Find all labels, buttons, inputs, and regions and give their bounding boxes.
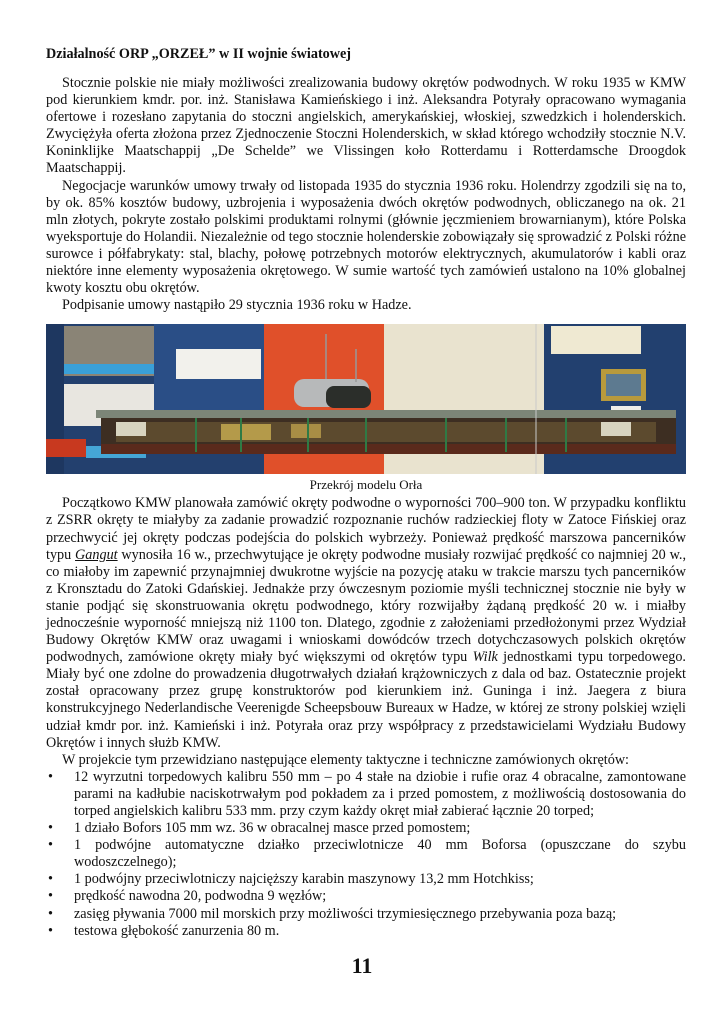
page-number: 11 bbox=[351, 953, 373, 978]
bullet-icon: • bbox=[48, 905, 53, 922]
figure-caption: Przekrój modelu Orła bbox=[309, 477, 423, 493]
bullet-icon: • bbox=[48, 922, 53, 939]
list-item bbox=[46, 871, 686, 888]
list-item-text: prędkość nawodna 20, podwodna 9 węzłów; bbox=[74, 888, 327, 905]
list-item-text: 1 działo Bofors 105 mm wz. 36 w obracalnej masce przed pomostem; bbox=[74, 820, 471, 837]
list-item-text: 1 podwójny przeciwlotniczy najcięższy karabin maszynowy 13,2 mm Hotchkiss; bbox=[74, 871, 534, 888]
bullet-icon: • bbox=[48, 837, 53, 854]
photo-illustration bbox=[46, 324, 686, 474]
list-item bbox=[46, 906, 686, 923]
bullet-icon: • bbox=[48, 820, 53, 837]
page-body bbox=[46, 46, 686, 940]
list-item-text: 12 wyrzutni torpedowych kalibru 550 mm – po 4 stałe na dziobie i rufie oraz 4 obracalne, zamontowane parami na kadłubie naciskotrwałym pod pokładem za i przed pomostem, z możliwością dostosowania do torped angielskich kalibru 533 mm. przy czym każdy okręt miał zabierać łącznie 20 torped; bbox=[74, 768, 686, 819]
submarine-model-photo bbox=[46, 324, 686, 474]
paragraph: Negocjacje warunków umowy trwały od listopada 1935 do stycznia 1936 roku. Holendrzy zgodzili się na to, by ok. 85% kosztów budowy, uzbrojenia i wyposażenia dwóch okrętów podwodnych, obliczanego na ok. 21 mln złotych, pokryte zostało polskimi produktami rolnymi (głównie jęczmieniem browarnianym), które Polska wyeksportuje do Holandii. Niezależnie od tego stocznie holenderskie zobowiązały się sprowadzić z Polski różne surowce i półfabrykaty: stal, blachy, połowę potrzebnych motorów elektrycznych, akumulatorów i kabli oraz niektóre inne elementy wyposażenia okrętowego. W sumie wartość tych zamówień ustalono na 10% globalnej kwoty kosztu obu okrętów. bbox=[46, 177, 686, 297]
list-item bbox=[46, 923, 686, 940]
ship-name-gangut: Gangut bbox=[75, 546, 118, 563]
list-item bbox=[46, 837, 686, 871]
text-run: wynosiła 16 w., przechwytujące je okręty podwodne musiały rozwijać prędkość co najmniej 20 w., co miałoby im zapewnić przynajmniej dwukrotne wyjście na pozycję ataku w trakcie marszu tych pancerników z Kronsztadu do Zatoki Gdańskiej. Jednakże przy ówczesnym poziomie myśli technicznej stocznie nie były w stanie podjąć się skonstruowania okrętu podwodnego, który rozwijałby żądaną prędkość 20 w. i miałby jednocześnie wyporność mniejszą niż 1100 ton. Dlatego, zgodnie z założeniami przedłożonymi przez Wydział Budowy Okrętów KMW oraz uwagami i wnioskami dowódców trzech dotychczasowych polskich okrętów podwodnych, zamówione okręty miały być większymi od okrętów typu bbox=[46, 546, 686, 666]
bullet-icon: • bbox=[48, 768, 53, 785]
list-item-text: 1 podwójne automatyczne działko przeciwlotnicze 40 mm Boforsa (opuszczane do szybu wodoszczelnego); bbox=[74, 837, 686, 871]
list-item-text: zasięg pływania 7000 mil morskich przy możliwości trzymiesięcznego przebywania poza bazą; bbox=[74, 905, 617, 922]
text-run: jednostkami typu torpedowego. Miały być one zdolne do prowadzenia długotrwałych działań krążowniczych z dala od baz. Ostatecznie projekt został opracowany przez grupę konstruktorów pod kierunkiem inż. Guninga i inż. Jaegera z biura konstrukcyjnego Nederlandische Veerenigde Scheepsbouw Bureaux w Hadze, w której ze strony polskiej wzięli udział kmdr por. inż. Kamieński i inż. Potyrała oraz przy współpracy z przedstawicielami Wydziału Budowy Okrętów i innych służb KMW. bbox=[46, 649, 686, 751]
list-item bbox=[46, 888, 686, 905]
spec-list bbox=[46, 769, 686, 940]
list-intro: W projekcie tym przewidziano następujące elementy taktyczne i techniczne zamówionych okrętów: bbox=[62, 751, 630, 768]
paragraph: Stocznie polskie nie miały możliwości zrealizowania budowy okrętów podwodnych. W roku 1935 w KMW pod kierunkiem kmdr. por. inż. Stanisława Kamieńskiego i inż. Aleksandra Potyrały opracowano wymagania ofertowe i rozesłano zapytania do stoczni angielskich, amerykańskiej, włoskiej, szwedzkich i holenderskich. Zwyciężyła oferta złożona przez Zjednoczenie Stoczni Holenderskich, w skład którego wchodziły stocznie N.V. Koninklijke Maatschappij „De Schelde” we Vlissingen koło Rotterdamu i Rotterdamsche Droogdok Maatschappij. bbox=[46, 75, 686, 177]
list-item bbox=[46, 769, 686, 820]
class-name-wilk: Wilk bbox=[472, 649, 498, 666]
bullet-icon: • bbox=[48, 888, 53, 905]
list-item bbox=[46, 820, 686, 837]
text-run: Początkowo KMW planowała zamówić okręty podwodne o wyporności 700–900 ton. W przypadku konfliktu z ZSRR okręty te miałyby za zadanie prowadzić rozpoznanie ruchów radzieckiej floty w Zatoce Fińskiej oraz przechwycić jej okręty podczas podejścia do polskich wybrzeży. Ponieważ prędkość marszowa pancerników typu bbox=[46, 495, 686, 563]
paragraph: Podpisanie umowy nastąpiło 29 stycznia 1936 roku w Hadze. bbox=[62, 297, 412, 314]
bullet-icon: • bbox=[48, 871, 53, 888]
list-item-text: testowa głębokość zanurzenia 80 m. bbox=[74, 922, 280, 939]
paragraph-gangut bbox=[46, 495, 686, 751]
section-heading: Działalność ORP „ORZEŁ” w II wojnie światowej bbox=[46, 46, 352, 62]
